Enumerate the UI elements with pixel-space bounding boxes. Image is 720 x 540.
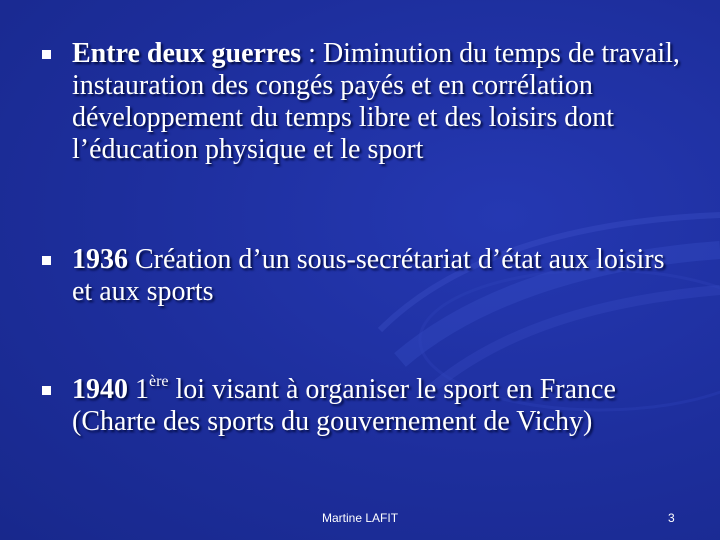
bullet-text-1	[72, 38, 682, 166]
bullet-text-3	[72, 374, 682, 438]
bullet-superscript: ère	[149, 372, 169, 390]
bullet-item-3	[42, 374, 682, 438]
bullet-square-icon	[42, 256, 51, 265]
bullet-text-2	[72, 244, 682, 308]
bullet-bold-1: Entre deux guerres	[72, 38, 302, 69]
bullet-body-3a: 1	[128, 374, 149, 405]
bullet-bold-2: 1936	[72, 244, 128, 275]
bullet-body-2: Création d’un sous-secrétariat d’état aux loisirs et aux sports	[72, 244, 665, 307]
bullet-body-1: : Diminution du temps de travail, instauration des congés payés et en corrélation développement du temps libre et des loisirs dont l’éducation physique et le sport	[72, 38, 680, 165]
bullet-square-icon	[42, 386, 51, 395]
bullet-item-1	[42, 38, 682, 166]
page-number: 3	[668, 511, 675, 525]
bullet-square-icon	[42, 50, 51, 59]
bullet-item-2	[42, 244, 682, 308]
bullet-body-3b: loi visant à organiser le sport en France (Charte des sports du gouvernement de Vichy)	[72, 374, 616, 437]
footer-author: Martine LAFIT	[322, 511, 399, 525]
bullet-bold-3: 1940	[72, 374, 128, 405]
